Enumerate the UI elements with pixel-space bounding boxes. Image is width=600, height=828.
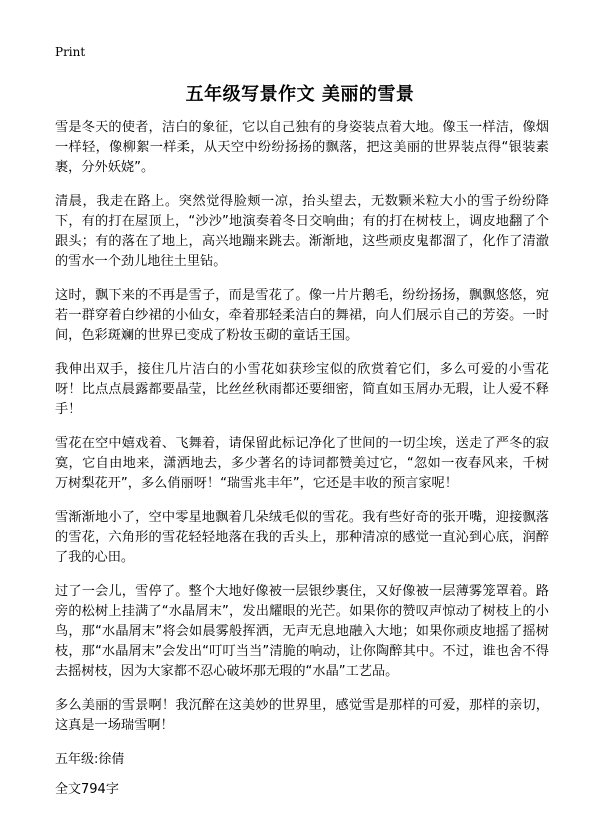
page-title: 五年级写景作文 美丽的雪景 (185, 84, 415, 105)
word-count: 全文794字 (55, 782, 119, 797)
paragraph: 雪渐渐地小了，空中零星地飘着几朵绒毛似的雪花。我有些好奇的张开嘴，迎接飘落的雪花，六角形的雪花轻轻地落在我的舌头上，那种清凉的感觉一直沁到心底，润醉了我的心田。 (55, 510, 549, 565)
paragraph: 清晨，我走在路上。突然觉得脸颊一凉，抬头望去，无数颗米粒大小的雪子纷纷降下，有的打在屋顶上，“沙沙”地演奏着冬日交响曲；有的打在树枝上，调皮地翻了个跟头；有的落在了地上，高兴地蹦来跳去。渐渐地，这些顽皮鬼都溜了，化作了清澈的雪水一个劲儿地往土里钻。 (55, 194, 549, 269)
paragraph: 多么美丽的雪景啊！我沉醉在这美妙的世界里，感觉雪是那样的可爱，那样的亲切，这真是一场瑞雪啊！ (55, 698, 549, 733)
paragraph: 过了一会儿，雪停了。整个大地好像被一层银纱裹住，又好像被一层薄雾笼罩着。路旁的松树上挂满了“水晶屑末”，发出耀眼的光芒。如果你的赞叹声惊动了树枝上的小鸟，那“水晶屑末”将会如晨雾般挥洒，无声无息地融入大地；如果你顽皮地摇了摇树枝，那“水晶屑末”会发出“叮叮当当”清脆的响动，让你陶醉其中。不过，谁也舍不得去摇树枝，因为大家都不忍心破坏那无瑕的“水晶”工艺品。 (55, 584, 549, 679)
paragraph: 我伸出双手，接住几片洁白的小雪花如获珍宝似的欣赏着它们，多么可爱的小雪花呀！比点点晨露都要晶莹，比丝丝秋雨都还要细密，简直如玉屑办无瑕，让人爱不释手！ (55, 362, 549, 417)
paragraph: 这时，飘下来的不再是雪子，而是雪花了。像一片片鹅毛，纷纷扬扬，飘飘悠悠，宛若一群穿着白纱裙的小仙女，牵着那轻柔洁白的舞裙，向人们展示自己的芳姿。一时间，色彩斑斓的世界已变成了粉妆玉砌的童话王国。 (55, 288, 549, 343)
paragraph: 雪是冬天的使者，洁白的象征，它以自己独有的身姿装点着大地。像玉一样洁，像烟一样轻，像柳絮一样柔，从天空中纷纷扬扬的飘落，把这美丽的世界装点得“银装素裹，分外妖娆”。 (55, 120, 549, 175)
paragraph: 雪花在空中嬉戏着、飞舞着，请保留此标记净化了世间的一切尘埃，送走了严冬的寂寞，它自由地来，潇洒地去，多少著名的诗词都赞美过它，“忽如一夜春风来，千树万树梨花开”，多么俏丽呀！“瑞雪兆丰年”，它还是丰收的预言家呢！ (55, 436, 549, 491)
article-body (55, 118, 549, 800)
print-link[interactable]: Print (55, 45, 86, 59)
author-line: 五年级:徐倩 (55, 752, 125, 767)
